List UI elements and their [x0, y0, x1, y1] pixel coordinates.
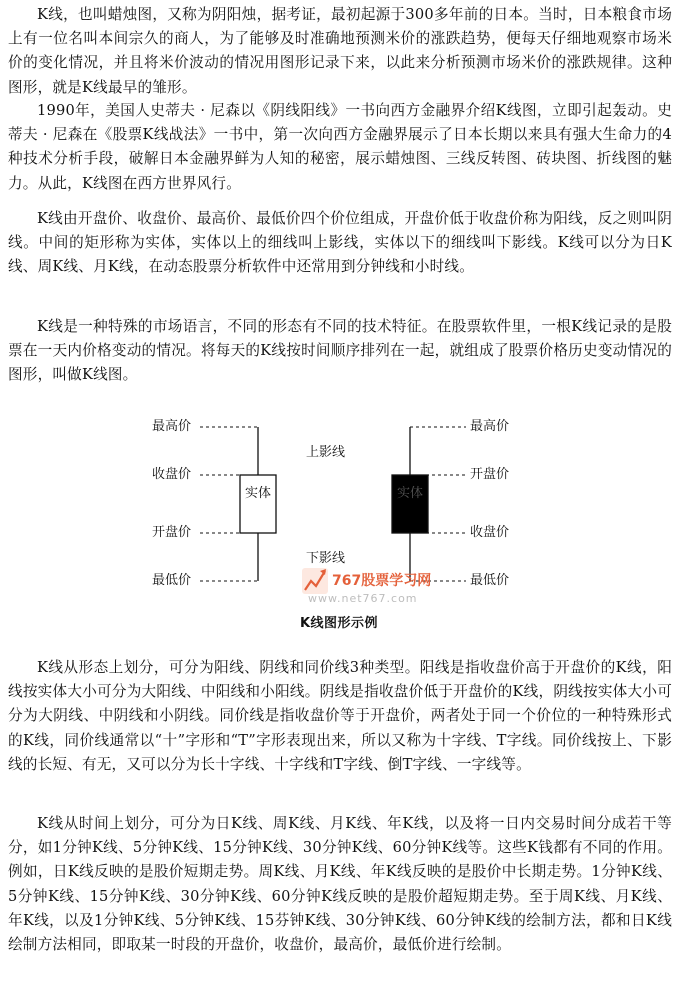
right-candle-body [392, 475, 428, 533]
paragraph-origin: K线，也叫蜡烛图，又称为阴阳烛，据考证，最初起源于300多年前的日本。当时，日本粮食市场上有一位名叫本间宗久的商人，为了能够及时准确地预测米价的涨跌趋势，便每天仔细地观察市场米价的变化情况，并且将米价波动的情况用图形记录下来，以此来分析预测市场米价的涨跌规律。这种图形，就是K线最早的雏形。 [8, 6, 672, 96]
candlestick-figure [0, 405, 678, 635]
watermark-site-name: 767股票学习网 [332, 573, 432, 589]
figure-caption: K线图形示例 [299, 616, 379, 631]
paragraph-market-language: K线是一种特殊的市场语言，不同的形态有不同的技术特征。在股票软件里，一根K线记录的是股票在一天内价格变动的情况。将每天的K线按时间顺序排列在一起，就组成了股票价格历史变动情况的图形，叫做K线图。 [8, 318, 672, 384]
upper-shadow-label: 上影线 [306, 445, 346, 460]
left-high-label: 最高价 [152, 419, 192, 434]
left-open-label: 开盘价 [152, 525, 192, 540]
paragraph-nison: 1990年，美国人史蒂夫 · 尼森以《阴线阳线》一书向西方金融界介绍K线图，立即引起轰动。史蒂夫 · 尼森在《股票K线战法》一书中，第一次向西方金融界展示了日本长期以来具有强大生命力的4种技术分析手段，破解日本金融界鲜为人知的秘密，展示蜡烛图、三线反转图、砖块图、折线图的魅力。从此，K线图在西方世界风行。 [8, 102, 672, 192]
left-close-label: 收盘价 [152, 467, 192, 482]
watermark-url: www.net767.com [308, 592, 418, 605]
left-candle-body [240, 475, 276, 533]
paragraph-shape-classification: K线从形态上划分，可分为阳线、阴线和同价线3种类型。阳线是指收盘价高于开盘价的K线，阳线按实体大小可分为大阳线、中阳线和小阳线。阴线是指收盘价低于开盘价的K线，阴线按实体大小可分为大阴线、中阴线和小阴线。同价线是指收盘价等于开盘价，两者处于同一个价位的一种特殊形式的K线，同价线通常以“十”字形和“T”字形表现出来，所以又称为十字线、T字线。同价线按上、下影线的长短、有无，又可以分为长十字线、十字线和T字线、倒T字线、一字线等。 [8, 659, 672, 773]
right-body-label: 实体 [396, 486, 423, 501]
right-close-label: 收盘价 [470, 525, 510, 540]
paragraph-composition: K线由开盘价、收盘价、最高价、最低价四个价位组成，开盘价低于收盘价称为阳线，反之则叫阴线。中间的矩形称为实体，实体以上的细线叫上影线，实体以下的细线叫下影线。K线可以分为日K线、周K线、月K线，在动态股票分析软件中还常用到分钟线和小时线。 [8, 210, 672, 276]
paragraph-time-classification: K线从时间上划分，可分为日K线、周K线、月K线、年K线，以及将一日内交易时间分成若干等分，如1分钟K线、5分钟K线、15分钟K线、30分钟K线、60分钟K线等。这些K钱都有不同的作用。例如，日K线反映的是股价短期走势。周K线、月K线、年K线反映的是股价中长期走势。1分钟K线、5分钟K线、15分钟K线、30分钟K线、60分钟K线反映的是股价超短期走势。至于周K线、月K线、年K线，以及1分钟K线、5分钟K线、15芬钟K线、30分钟K线、60分钟K线的绘制方法，都和日K线绘制方法相同，即取某一时段的开盘价，收盘价，最高价，最低价进行绘制。 [8, 815, 672, 954]
watermark [302, 568, 452, 608]
left-body-label: 实体 [244, 486, 271, 501]
lower-shadow-label: 下影线 [306, 551, 346, 566]
right-low-label: 最低价 [470, 573, 510, 588]
right-open-label: 开盘价 [470, 467, 510, 482]
right-high-label: 最高价 [470, 419, 510, 434]
left-low-label: 最低价 [152, 573, 192, 588]
